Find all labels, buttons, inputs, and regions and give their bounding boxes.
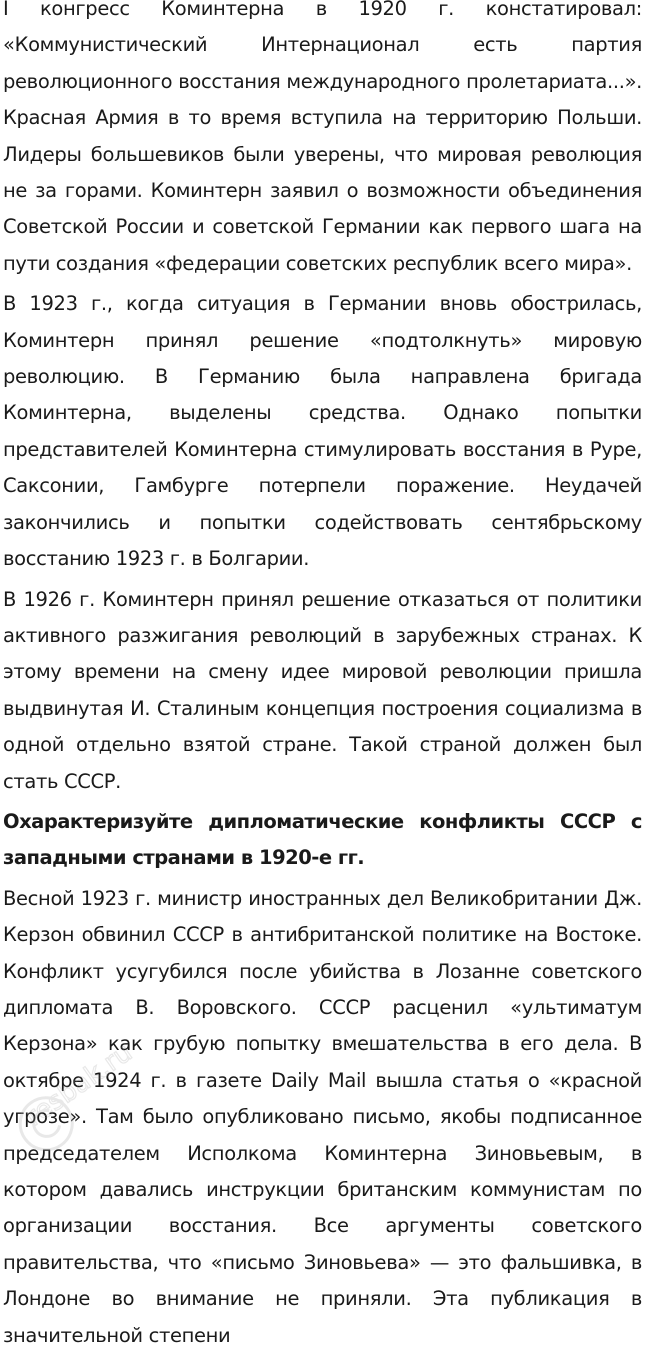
watermark-text: resbak.ru: [20, 1037, 138, 1133]
paragraph-comintern-1926: В 1926 г. Коминтерн принял решение отказаться от политики активного разжигания революций в зарубежных странах. К этому времени на смену идее мировой революции пришла выдвинутая И. Сталиным концепция построения социализма в одной отдельно взятой стране. Такой страной должен был стать СССР.: [3, 587, 642, 793]
paragraph-comintern-1923: В 1923 г., когда ситуация в Германии вновь обострилась, Коминтерн принял решение «подтолкнуть» мировую революцию. В Германию была направлена бригада Коминтерна, выделены средства. Однако попытки представителей Коминтерна стимулировать восстания в Руре, Саксонии, Гамбурге потерпели поражение. Неудачей закончились и попытки содействовать сентябрьскому восстанию 1923 г. в Болгарии.: [3, 292, 642, 571]
question-heading: Охарактеризуйте дипломатические конфликты СССР с западными странами в 1920-е гг.: [3, 809, 642, 870]
document-page: [3, 0, 642, 1358]
answer-paragraph: Весной 1923 г. министр иностранных дел Великобритании Дж. Керзон обвинил СССР в антибританской политике на Востоке. Конфликт усугубился после убийства в Лозанне советского дипломата В. Воровского. СССР расценил «ультиматум Керзона» как грубую попытку вмешательства в его дела. В октябре 1924 г. в газете Daily Mail вышла статья о «красной угрозе». Там было опубликовано письмо, якобы подписанное председателем Исполкома Коминтерна Зиновьевым, в котором давались инструкции британским коммунистам по организации восстания. Все аргументы советского правительства, что «письмо Зиновьева» — это фальшивка, в Лондоне во внимание не приняли. Эта публикация в значительной степени: [3, 886, 642, 1347]
paragraph-comintern-1920: I конгресс Коминтерна в 1920 г. констатировал: «Коммунистический Интернационал есть партия революционного восстания международного пролетариата...». Красная Армия в то время вступила на территорию Польши. Лидеры большевиков были уверены, что мировая революция не за горами. Коминтерн заявил о возможности объединения Советской России и советской Германии как первого шага на пути создания «федерации советских республик всего мира».: [3, 0, 642, 275]
